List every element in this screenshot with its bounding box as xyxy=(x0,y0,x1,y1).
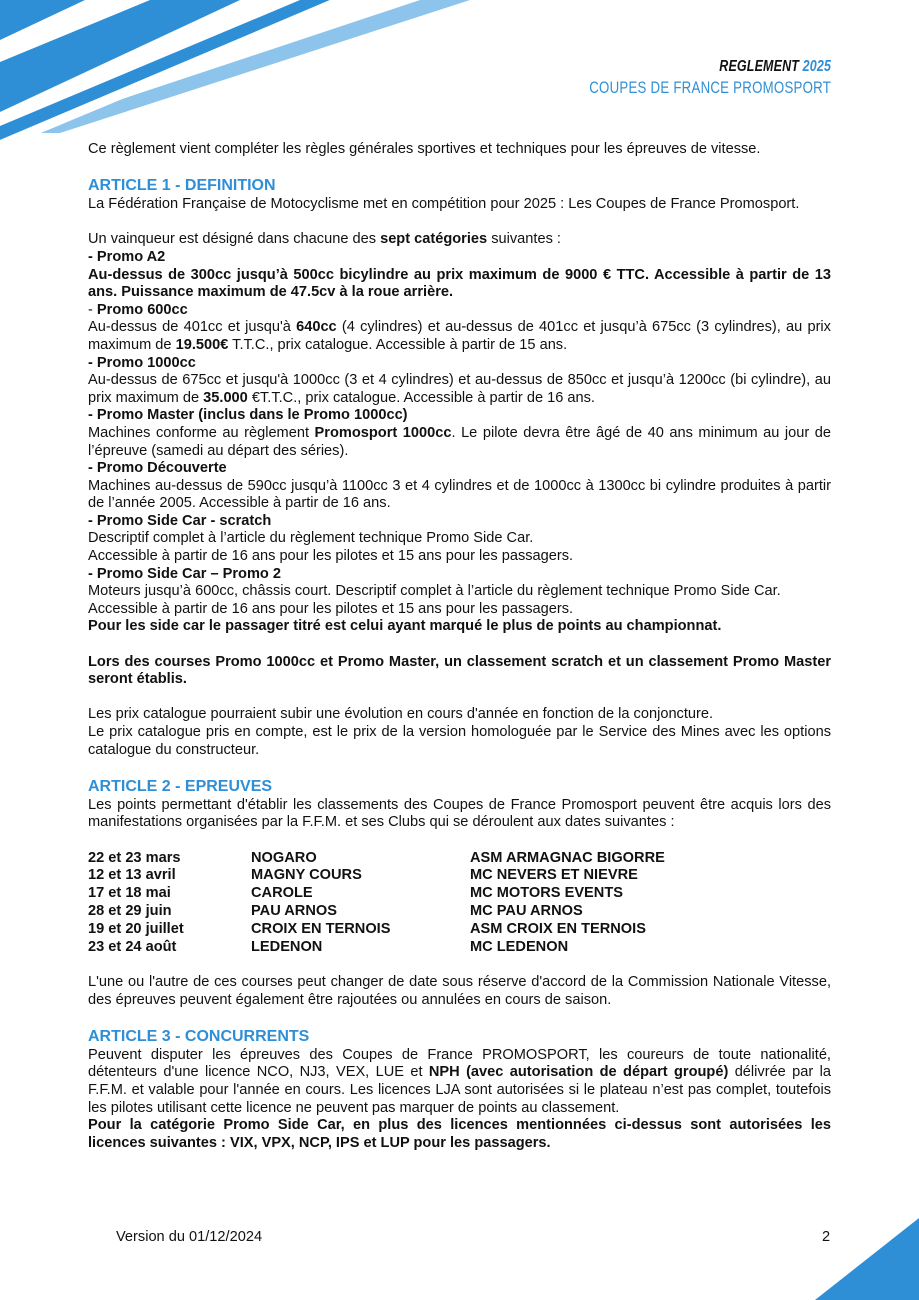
event-club: ASM CROIX EN TERNOIS xyxy=(470,920,646,937)
event-circuit: CAROLE xyxy=(251,885,313,902)
sidecar-scratch-title: - Promo Side Car - scratch xyxy=(88,512,272,529)
event-date: 28 et 29 juin xyxy=(88,902,172,919)
article-3-sidecar: Pour la catégorie Promo Side Car, en plus des licences mentionnées ci-dessus sont autorisées les licences suivantes : VIX, VPX, NCP, IPS et LUP pour les passagers. xyxy=(88,1117,831,1151)
promo-600-text: Au-dessus de 401cc et jusqu'à 640cc (4 cylindres) et au-dessus de 401cc et jusqu’à 675cc (3 cylindres), au prix maximum de 19.500€ T.T.C., prix catalogue. Accessible à partir de 15 ans. xyxy=(88,319,831,353)
event-club: MC MOTORS EVENTS xyxy=(470,885,623,902)
article-1-heading: ARTICLE 1 - DEFINITION xyxy=(88,177,276,195)
article-3-paragraph: Peuvent disputer les épreuves des Coupes de France PROMOSPORT, les coureurs de toute nationalité, détenteurs d'une licence NCO, NJ3, VEX, LUE et NPH (avec autorisation de départ groupé) délivrée par la F.F.M. et valable pour l'année en cours. Les licences LJA sont autorisées si le plateau n’est pas complet, toutefois les pilotes utilisant cette licence ne peuvent pas marquer de points au classement. xyxy=(88,1046,831,1116)
event-circuit: NOGARO xyxy=(251,849,317,866)
event-date: 12 et 13 avril xyxy=(88,867,176,884)
header-title-word: REGLEMENT xyxy=(719,58,799,75)
sidecar-scratch-line-2: Accessible à partir de 16 ans pour les pilotes et 15 ans pour les passagers. xyxy=(88,548,574,565)
event-row xyxy=(88,850,665,868)
promo-decouverte-title: - Promo Découverte xyxy=(88,460,227,477)
event-club: MC LEDENON xyxy=(470,938,569,955)
event-circuit: LEDENON xyxy=(251,938,323,955)
events-table xyxy=(88,850,665,957)
article-2-heading: ARTICLE 2 - EPREUVES xyxy=(88,777,273,795)
header-title xyxy=(589,57,831,77)
event-row xyxy=(88,939,665,957)
promo-1000-title: - Promo 1000cc xyxy=(88,354,196,371)
article-2-note: L'une ou l'autre de ces courses peut changer de date sous réserve d'accord de la Commission Nationale Vitesse, des épreuves peuvent également être rajoutées ou annulées en cours de saison. xyxy=(88,973,831,1008)
header-title-year: 2025 xyxy=(802,58,831,75)
sidecar-promo2-line-3: Pour les side car le passager titré est celui ayant marqué le plus de points au championnat. xyxy=(88,618,722,635)
page-number: 2 xyxy=(822,1229,831,1245)
event-row xyxy=(88,867,665,885)
promo-master-text: Machines conforme au règlement Promosport 1000cc. Le pilote devra être âgé de 40 ans minimum au jour de l’épreuve (samedi au départ des séries). xyxy=(88,424,831,459)
event-date: 23 et 24 août xyxy=(88,938,177,955)
corner-stripes-decoration xyxy=(0,0,480,150)
article-2-intro: Les points permettant d'établir les classements des Coupes de France Promosport peuvent être acquis lors des manifestations organisées par la F.F.M. et ses Clubs qui se déroulent aux dates suivantes : xyxy=(88,796,831,831)
footer-version: Version du 01/12/2024 xyxy=(116,1229,263,1245)
winner-paragraph: Un vainqueur est désigné dans chacune des sept catégories suivantes : xyxy=(88,231,561,248)
document-header xyxy=(521,57,831,99)
corner-triangle-decoration xyxy=(815,1218,919,1300)
event-row xyxy=(88,921,665,939)
promo-a2-title: - Promo A2 xyxy=(88,248,166,265)
event-club: MC PAU ARNOS xyxy=(470,902,583,919)
article-1-paragraph: La Fédération Française de Motocyclisme met en compétition pour 2025 : Les Coupes de France Promosport. xyxy=(88,196,800,213)
article-3-heading: ARTICLE 3 - CONCURRENTS xyxy=(88,1027,310,1045)
event-circuit: MAGNY COURS xyxy=(251,867,362,884)
event-club: MC NEVERS ET NIEVRE xyxy=(470,867,638,884)
event-date: 17 et 18 mai xyxy=(88,885,171,902)
promo-600-title: - Promo 600cc xyxy=(88,301,188,318)
intro-paragraph: Ce règlement vient compléter les règles générales sportives et techniques pour les épreuves de vitesse. xyxy=(88,141,761,157)
sidecar-promo2-line-2: Accessible à partir de 16 ans pour les pilotes et 15 ans pour les passagers. xyxy=(88,600,574,617)
prix-paragraph-1: Les prix catalogue pourraient subir une évolution en cours d'année en fonction de la conjoncture. xyxy=(88,706,714,723)
promo-master-title: - Promo Master (inclus dans le Promo 1000cc) xyxy=(88,407,408,424)
prix-paragraph-2: Le prix catalogue pris en compte, est le prix de la version homologuée par le Service des Mines avec les options catalogue du constructeur. xyxy=(88,724,831,758)
classement-paragraph: Lors des courses Promo 1000cc et Promo Master, un classement scratch et un classement Promo Master seront établis. xyxy=(88,653,831,688)
event-date: 22 et 23 mars xyxy=(88,849,181,866)
promo-1000-text: Au-dessus de 675cc et jusqu'à 1000cc (3 et 4 cylindres) et au-dessus de 850cc et jusqu’à 1200cc (bi cylindre), au prix maximum de 35.000 €T.T.C., prix catalogue. Accessible à partir de 16 ans. xyxy=(88,372,831,406)
event-row xyxy=(88,903,665,921)
document-body xyxy=(88,141,831,1152)
header-subtitle: COUPES DE FRANCE PROMOSPORT xyxy=(589,78,831,97)
event-row xyxy=(88,885,665,903)
event-date: 19 et 20 juillet xyxy=(88,920,184,937)
sidecar-scratch-line-1: Descriptif complet à l’article du règlement technique Promo Side Car. xyxy=(88,530,534,547)
event-circuit: PAU ARNOS xyxy=(251,902,337,919)
promo-decouverte-text: Machines au-dessus de 590cc jusqu’à 1100cc 3 et 4 cylindres et de 1000cc à 1300cc bi cylindre produites à partir de l’année 2005. Accessible à partir de 16 ans. xyxy=(88,477,831,512)
sidecar-promo2-line-1: Moteurs jusqu’à 600cc, châssis court. Descriptif complet à l’article du règlement technique Promo Side Car. xyxy=(88,583,781,600)
event-club: ASM ARMAGNAC BIGORRE xyxy=(470,849,665,866)
promo-a2-text: Au-dessus de 300cc jusqu’à 500cc bicylindre au prix maximum de 9000 € TTC. Accessible à partir de 13 ans. Puissance maximum de 47.5cv à la roue arrière. xyxy=(88,266,831,301)
sidecar-promo2-title: - Promo Side Car – Promo 2 xyxy=(88,565,282,582)
event-circuit: CROIX EN TERNOIS xyxy=(251,920,391,937)
